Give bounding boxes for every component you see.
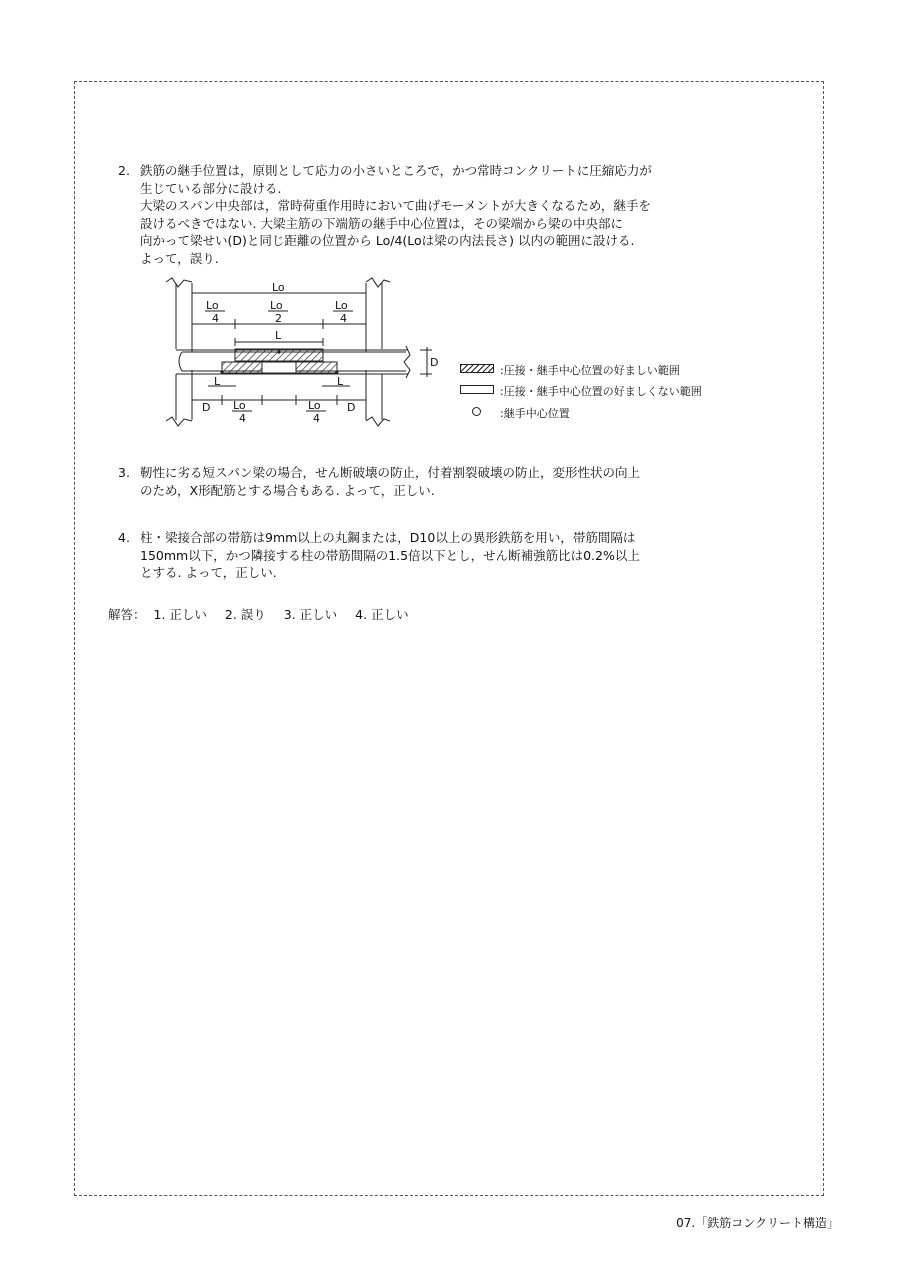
label-l: L	[337, 375, 344, 388]
label-den-4: 4	[239, 412, 246, 425]
answer-item: 3. 正しい	[283, 607, 338, 622]
label-lo-total: Lo	[272, 281, 285, 294]
item-2-line: 鉄筋の継手位置は，原則として応力の小さいところで，かつ常時コンクリートに圧縮応力が	[140, 163, 652, 178]
legend-label: :圧接・継手中心位置の好ましい範囲	[500, 364, 680, 377]
item-2-text	[140, 162, 652, 267]
item-2-line: 向かって梁せい(D)と同じ距離の位置から Lo/4(Loは梁の内法長さ) 以内の範囲に設ける.	[140, 233, 635, 248]
item-2-number: 2.	[118, 163, 130, 178]
item-4-number: 4.	[118, 530, 130, 545]
label-d-depth: D	[430, 356, 439, 369]
legend-label: :継手中心位置	[500, 407, 570, 420]
item-4-line: 150mm以下，かつ隣接する柱の帯筋間隔の1.5倍以下とし，せん断補強筋比は0.2%以上	[140, 547, 640, 563]
answer-label: 解答：	[108, 607, 146, 622]
item-4-line: 柱・梁接合部の帯筋は9mm以上の丸鋼または，D10以上の異形鉄筋を用い，帯筋間隔は	[140, 530, 636, 545]
item-3-line: のため，X形配筋とする場合もある. よって，正しい.	[140, 482, 435, 498]
label-l: L	[275, 329, 282, 342]
item-2-line: 生じている部分に設ける.	[140, 180, 282, 196]
label-den-4: 4	[212, 312, 219, 325]
item-3-number: 3.	[118, 465, 130, 480]
label-lo-num: Lo	[308, 399, 321, 412]
answer-item: 4. 正しい	[355, 607, 409, 622]
item-4-text	[140, 529, 640, 582]
answer-item: 1. 正しい	[153, 607, 207, 622]
label-d: D	[202, 401, 211, 414]
item-3-line: 靭性に劣る短スパン梁の場合，せん断破壊の防止，付着割裂破壊の防止，変形性状の向上	[140, 465, 641, 480]
legend-label: :圧接・継手中心位置の好ましくない範囲	[500, 385, 702, 398]
label-lo-num: Lo	[233, 399, 246, 412]
item-2-line: よって，誤り.	[140, 250, 219, 266]
circle-icon	[472, 407, 481, 416]
item-2-line: 大梁のスパン中央部は，常時荷重作用時において曲げモーメントが大きくなるため，継手を	[140, 198, 651, 213]
item-4-line: とする. よって，正しい.	[140, 565, 277, 580]
page-footer: 07.「鉄筋コンクリート構造」	[676, 1216, 839, 1230]
label-den-4: 4	[340, 312, 347, 325]
label-lo-num: Lo	[206, 299, 219, 312]
label-d: D	[347, 401, 356, 414]
label-den-2: 2	[275, 312, 282, 325]
label-l: L	[214, 375, 221, 388]
blank-swatch	[460, 385, 494, 394]
answer-line	[108, 605, 423, 623]
item-3-text	[140, 464, 640, 499]
hatch-swatch	[460, 364, 494, 373]
answer-item: 2. 誤り	[224, 607, 266, 622]
label-lo-num: Lo	[335, 299, 348, 312]
label-den-4: 4	[313, 412, 320, 425]
item-2-line: 設けるべきではない. 大梁主筋の下端筋の継手中心位置は，その梁端から梁の中央部に	[140, 215, 623, 231]
label-lo-num: Lo	[270, 299, 283, 312]
